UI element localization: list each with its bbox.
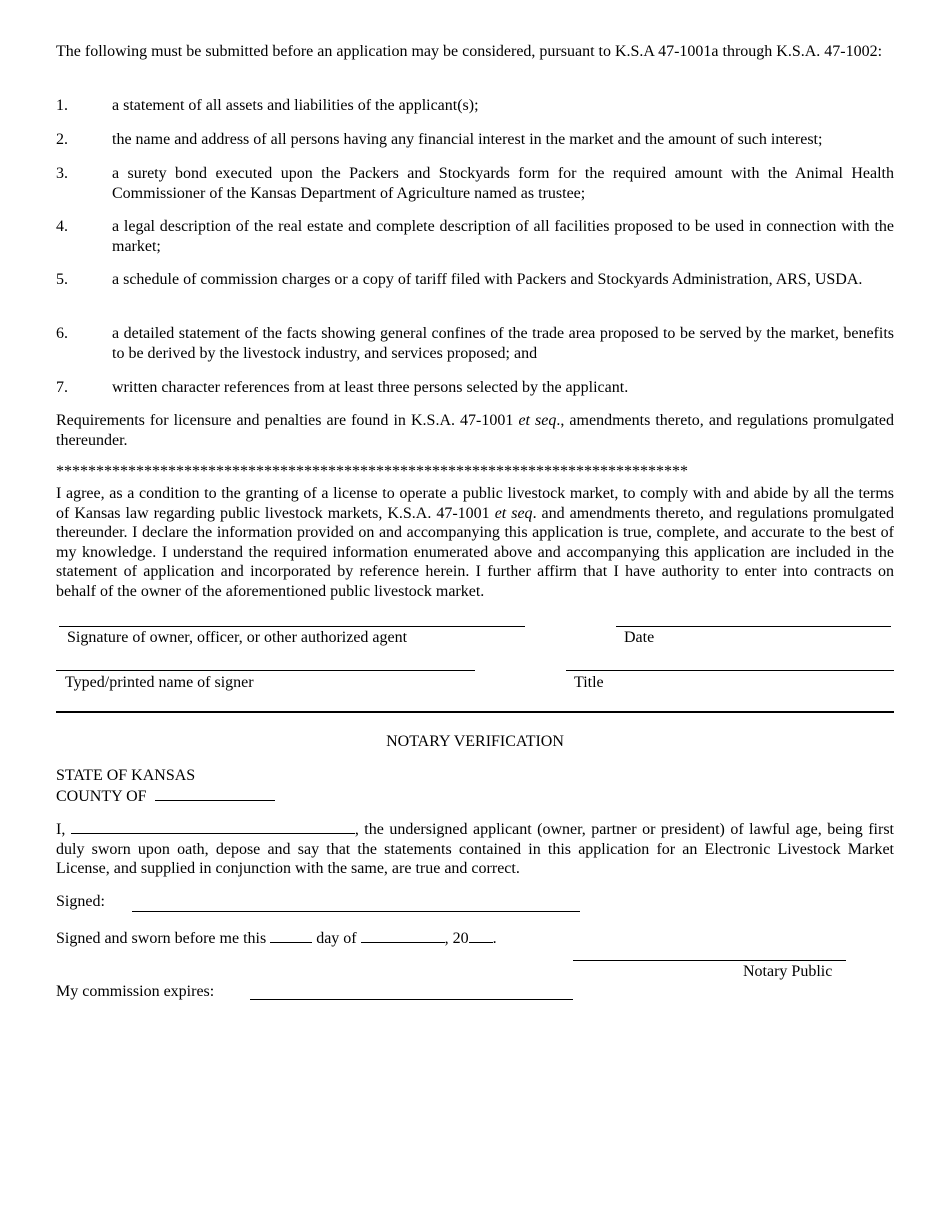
agreement-text-end: . and amendments thereto, and regulations promulgated thereunder. I declare the information provided on and accompanying this application is true, complete, and accurate to the best of my knowledge. I understand the required information enumerated above and accompanying this application are included in the statement of application and incorporated by reference herein. I further affirm that I have authority to enter into contracts on behalf of the owner of the aforementioned public livestock market.: [56, 504, 895, 600]
sworn-prefix: Signed and sworn before me this: [56, 930, 267, 947]
sworn-end: .: [492, 930, 497, 947]
sworn-month-field[interactable]: [361, 928, 445, 943]
notary-signed-line[interactable]: [132, 911, 580, 912]
list-item-text: a schedule of commission charges or a copy of tariff filed with Packers and Stockyards Administration, ARS, USDA.: [112, 271, 863, 288]
title-label: Title: [574, 674, 604, 691]
list-item-text: the name and address of all persons having any financial interest in the market and the amount of such interest;: [112, 131, 823, 148]
agreement-italic: et seq: [494, 504, 533, 522]
printed-name-line[interactable]: [56, 670, 475, 671]
list-item-number: 3.: [56, 165, 68, 182]
date-label: Date: [624, 629, 655, 646]
county-label: COUNTY OF: [56, 788, 147, 805]
list-item-text: a surety bond executed upon the Packers and Stockyards form for the required amount with the Animal Health Commissioner of the Kansas Department of Agriculture named as trustee;: [112, 165, 894, 202]
signed-label: Signed:: [56, 893, 105, 910]
list-item-number: 1.: [56, 97, 68, 114]
signature-label: Signature of owner, officer, or other authorized agent: [67, 629, 408, 646]
county-field[interactable]: [155, 786, 275, 801]
sworn-row: [56, 928, 497, 949]
county-row: [56, 786, 275, 807]
list-item-number: 2.: [56, 131, 68, 148]
notary-heading: NOTARY VERIFICATION: [386, 733, 564, 750]
requirements-italic: et seq: [518, 412, 557, 429]
list-item-number: 4.: [56, 218, 68, 235]
agreement-paragraph: [56, 484, 894, 601]
oath-paragraph: [56, 819, 894, 879]
requirements-text-end: ., amendments thereto, and regulations promulgated thereunder.: [56, 412, 894, 449]
oath-text: , the undersigned applicant (owner, partner or president) of lawful age, being first duly sworn upon oath, depose and say that the statements contained in this application for an Electronic Livestock Market License, and supplied in conjunction with the same, are true and correct.: [56, 821, 894, 877]
requirements-text: Requirements for licensure and penalties are found in K.S.A. 47-1001: [56, 412, 519, 429]
separator-stars: *******************************************************************************: [56, 463, 688, 480]
agreement-text: I agree, as a condition to the granting of a license to operate a public livestock market, to comply with and abide by all the terms of Kansas law regarding public livestock markets, K.S.A. 47-1001: [56, 485, 894, 522]
list-item-number: 5.: [56, 271, 68, 288]
sworn-day-field[interactable]: [270, 928, 312, 943]
commission-line[interactable]: [250, 999, 573, 1000]
list-item-text: written character references from at least three persons selected by the applicant.: [112, 379, 629, 396]
list-item-number: 6.: [56, 325, 68, 342]
title-line[interactable]: [566, 670, 894, 671]
sworn-year-field[interactable]: [469, 928, 493, 943]
section-divider: [56, 711, 894, 713]
intro-paragraph: The following must be submitted before an application may be considered, pursuant to K.S.A 47-1001a through K.S.A. 47-1002:: [56, 43, 883, 60]
state-label: STATE OF KANSAS: [56, 767, 196, 784]
commission-label: My commission expires:: [56, 983, 215, 1000]
notary-public-label: Notary Public: [743, 963, 833, 980]
list-item-number: 7.: [56, 379, 68, 396]
printed-name-label: Typed/printed name of signer: [65, 674, 254, 691]
list-item-text: a detailed statement of the facts showing general confines of the trade area proposed to be served by the market, benefits to be derived by the livestock industry, and services proposed; and: [112, 325, 894, 362]
list-item-text: a legal description of the real estate and complete description of all facilities proposed to be used in connection with the market;: [112, 218, 894, 255]
oath-prefix: I,: [56, 821, 66, 838]
signature-line[interactable]: [59, 626, 525, 627]
date-line[interactable]: [616, 626, 891, 627]
list-item-text: a statement of all assets and liabilities of the applicant(s);: [112, 97, 479, 114]
applicant-name-field[interactable]: [71, 819, 355, 834]
sworn-day-label: day of: [316, 930, 357, 947]
sworn-year-label: , 20: [444, 930, 469, 947]
requirements-paragraph: [56, 411, 894, 450]
notary-public-line[interactable]: [573, 960, 846, 961]
